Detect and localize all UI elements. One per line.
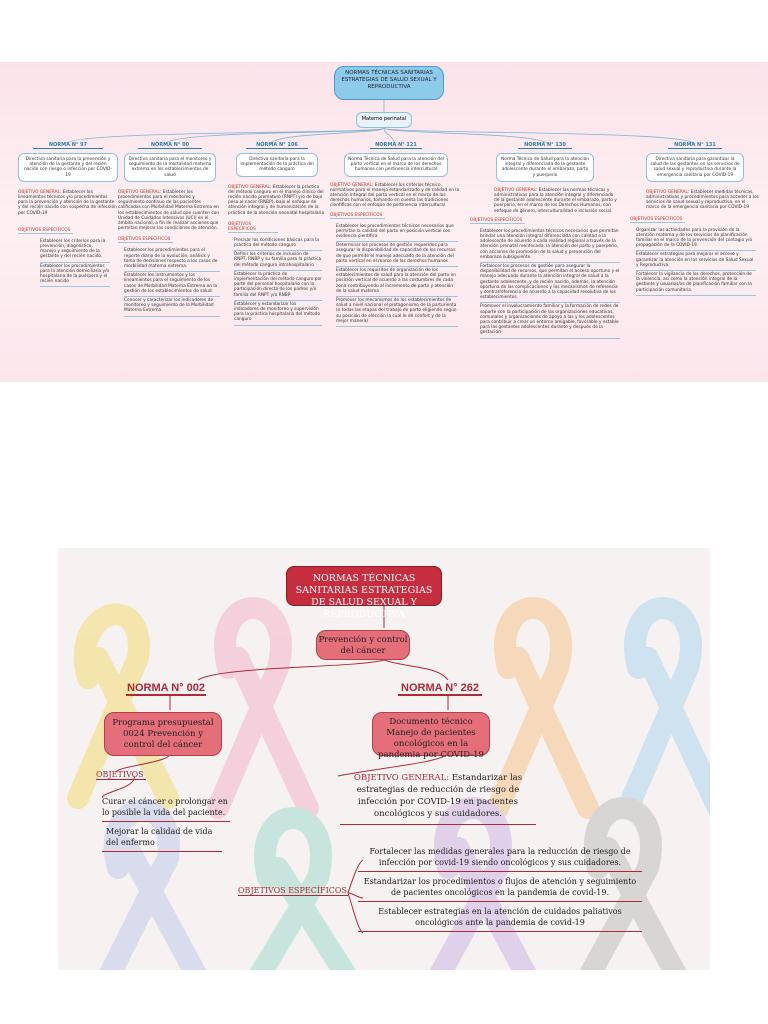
specific-objectives-list	[480, 228, 620, 339]
top-mind-map	[0, 62, 768, 382]
general-objective-label: OBJETIVO GENERAL:	[330, 182, 374, 188]
list-item: Establecer la práctica de implementación del método canguro por parte del personal hospitalario con la participación directa de los padres y/o familia del RNPT y/o RNBP	[234, 271, 322, 301]
specific-objectives-list	[124, 247, 220, 316]
general-objective-262	[340, 772, 536, 825]
norma-002-description: Programa presupuestal 0024 Prevención y control del cáncer	[112, 718, 214, 750]
top-title-node	[334, 66, 444, 100]
specific-objectives-label: OBJETIVOS ESPECÍFICOS	[18, 228, 73, 234]
general-objective	[118, 190, 222, 232]
specific-objectives-label: OBJETIVOS ESPECÍFICOS	[118, 237, 173, 243]
norma-description-box: Directiva sanitaria para el monitoreo y seguimiento de la mortalidad materna extrema en los establecimientos de salud	[124, 153, 216, 182]
list-item: Promover los mecanismos de los establecimientos de salud a nivel nacional el protagonismo de la parturienta (o todas las etapas del trabajo de parto eligiendo según su posición de elección la cual le dé confort y de la mejor manera)	[336, 297, 458, 327]
column-norma-00	[118, 142, 222, 317]
general-objective-text: Establecer medidas técnicas, administrativas y procedimientos para acceder a los servicios de salud sexual y reproductiva, en el marco de la emergencia sanitaria por COVID-19	[646, 189, 759, 211]
specific-objectives-label-262: OBJETIVOS ESPECÍFICOS	[238, 886, 347, 895]
column-norma-106	[228, 142, 326, 326]
bottom-title-node	[286, 566, 442, 620]
norma-description-box: Directiva sanitaria para la prevención y atención de la gestante y del recién nacido con riesgo o infección por COVID-19	[18, 153, 118, 182]
column-norma-130	[470, 142, 620, 339]
norma-262-box	[372, 712, 490, 760]
list-item: Determinar los procesos de gestión requeridos para asegurar la disponibilidad de capacidad de los recursos de que permite el manejo adecuado de la atención del parto vertical en el marco de los derechos humanos	[336, 242, 458, 267]
norma-description-box: Directiva sanitaria para garantizar la salud de las gestantes en los servicios de salud sexual y reproductiva durante la emergencia sanitaria por COVID-19	[646, 153, 744, 182]
list-item: Establecer estrategias para mejorar el acceso y garantizar la atención en los servicios de Salud Sexual y Reproductiva.	[636, 251, 756, 271]
general-objective-label: OBJETIVO GENERAL:	[228, 184, 272, 190]
list-item: Conocer y caracterizar los indicadores de monitoreo y seguimiento de la Morbilidad Materna Extrema.	[124, 297, 220, 317]
specific-objectives-label: OBJETIVOS ESPECÍFICOS	[330, 213, 385, 219]
norma-description-box: Norma Técnica de Salud para la atención integral y diferenciada de la gestante adolescente durante el embarazo, parto y puerperio	[496, 153, 594, 182]
norma-002-box	[104, 712, 222, 756]
top-root-text: Materno perinatal	[361, 116, 407, 122]
objetivos-list	[102, 796, 230, 852]
specific-objectives-list	[234, 237, 322, 326]
general-objective-text: Establecer la práctica del método canguro en el manejo clínico del recién nacido prematuro (RNPT) y/o de bajo peso al nacer (RNBP), bajo el enfoque de atención integral y de humanización de la práctica de la atención neonatal hospitalaria	[228, 184, 325, 216]
norma-label: NORMA N° 97	[33, 142, 103, 149]
norma-262-label: NORMA N° 262	[398, 682, 482, 696]
list-item: Fortalecer las medidas generales para la reducción de riesgo de infección por covid-19 siendo oncológicos y sus cuidadores.	[358, 846, 642, 872]
list-item: Establecer los requisitos de organización de los establecimientos de salud para la atención del parto en posición vertical de acuerdo a las costumbres de cada zona contribuyendo al incremento de parto y atención de la salud materna	[336, 267, 458, 297]
column-norma-97	[18, 142, 118, 287]
list-item: Establecer los instrumentos y los lineamientos para el seguimiento de los casos de Morbilidad Materna Extrema en la gestión de los establecimientos de salud.	[124, 272, 220, 297]
list-item: Establecer los procedimientos técnicos necesarios que permitan la calidad del parto en posición vertical con evidencia científica	[336, 223, 458, 243]
general-objective	[646, 190, 760, 211]
list-item: Precisar las condiciones básicas para la práctica del método canguro	[234, 237, 322, 251]
general-objective-label: OBJETIVO GENERAL:	[646, 189, 690, 195]
column-norma-131	[630, 142, 760, 296]
norma-label: NORMA N° 106	[246, 142, 308, 149]
list-item: Fortalecer la vigilancia de los derechos, protección de la violencia, así como la atención integral de la gestante y usuarios/as de planificación familiar con la participación comunitaria.	[636, 271, 756, 296]
list-item: Promover el involucramiento familiar y la formación de redes de soporte con la participación de las organizaciones educativas, comunales y organizaciones de apoyo a las y los adolescentes para contribuir a crear un entorno amigable, favorable y estable para las gestantes adolescentes durante y después de la gestación	[480, 303, 620, 338]
norma-description-box: Norma Técnica de Salud para la atención del parto vertical en el marco de los derechos humanos con pertinencia intercultural	[344, 153, 448, 177]
general-objective-label: OBJETIVO GENERAL:	[353, 773, 450, 783]
general-objective-text: Estandarizar las estrategias de reducción de riesgo de infección por COVID-19 en pacientes oncológicos y sus cuidadores.	[356, 773, 523, 819]
general-objective-text: Establecer los criterios técnico normativos para el manejo estandarizado y de calidad en la atención integral del parto vertical en el marco de los derechos humanos, tomando en cuenta las tradiciones científicas con el enfoque de pertinencia intercultural	[330, 182, 460, 209]
list-item: Definir los criterios de inclusión de RNPT, RNBP y su familia para la práctica del método canguro intrahospitalario	[234, 251, 322, 271]
general-objective-label: OBJETIVO GENERAL:	[494, 187, 538, 193]
list-item: Establecer y estandarizar los indicadores de monitoreo y supervisión para la práctica hospitalaria del método canguro	[234, 301, 322, 326]
column-norma-121	[330, 142, 462, 327]
norma-label: NORMA N° 00	[138, 142, 202, 149]
specific-objectives-list	[336, 223, 458, 327]
general-objective-label: OBJETIVO GENERAL:	[118, 189, 162, 195]
list-item: Establecer los procedimientos para la atención domiciliaria y/o hospitalaria de la puérpera y el recién nacido	[40, 263, 110, 288]
list-item: Establecer los criterios para la prevención, diagnóstico, manejo y seguimiento de la gestante y del recién nacido.	[40, 238, 110, 263]
list-item: Establecer los procedimientos para el reporte diario de la evolución, análisis y toma de decisiones respecto a los casos de morbilidad materna extrema.	[124, 247, 220, 272]
bottom-root-node	[316, 630, 410, 660]
general-objective-text: Establecer las normas técnicas y administrativas para la atención integral y diferenciada de la gestante adolescente durante el embarazo, parto y puerperio, en el marco de los Derechos Humanos, con enfoque de género, interculturalidad e inclusión social.	[494, 187, 617, 214]
specific-objectives-262-list	[358, 846, 642, 932]
norma-label: NORMA N° 130	[518, 142, 572, 149]
norma-002-label: NORMA N° 002	[127, 682, 205, 694]
norma-description-box: Directiva sanitaria para la implementación de la práctica del método canguro	[236, 153, 318, 177]
norma-label: NORMA N° 131	[668, 142, 722, 149]
norma-label: NORMA N° 121	[370, 142, 422, 149]
general-objective-text: Establecer los procedimientos para el monitoreo y seguimiento continuo de las pacientes calificadas con Morbilidad Materna Extrema en los establecimientos de salud que cuenten con Unidad de Cuidados Intensivos (UCI) en el ámbito nacional, a fin de realizar acciones que permitan mejorar las condiciones de atención.	[118, 189, 220, 232]
bottom-title-text: NORMAS TÉCNICAS SANITARIAS ESTRATEGIAS DE SALUD SEXUAL Y REPRODUCTIVA	[295, 573, 433, 620]
specific-objectives-label: OBJETIVOS ESPECÍFICOS	[470, 218, 525, 224]
top-title-text: NORMAS TÉCNICAS SANITARIAS ESTRATEGIAS DE SALUD SEXUAL Y REPRODUCTIVA	[341, 70, 437, 90]
specific-objectives-label: OBJETIVOS ESPECÍFICOS	[228, 222, 278, 233]
general-objective-label: OBJETIVO GENERAL:	[18, 189, 62, 195]
list-item: Fortalecer los procesos de gestión para asegurar la disponibilidad de recursos, que permitan el acceso oportuno y el manejo adecuado durante la atención integral de salud a la gestante adolescente, y de recién nacido, además, la atención oportuna de las complicaciones y los mecanismos de referencia y contrarreferencia de acuerdo a la capacidad resolutiva de los establecimientos.	[480, 263, 620, 303]
list-item: Curar el cáncer o prolongar en lo posible la vida del paciente.	[102, 796, 230, 822]
general-objective	[494, 188, 620, 214]
objetivos-label: OBJETIVOS	[96, 770, 146, 780]
specific-objectives-list	[40, 238, 110, 288]
specific-objectives-label: OBJETIVOS ESPECÍFICOS	[630, 217, 685, 223]
list-item: Estandarizar los procedimientos o flujos de atención y seguimiento de pacientes oncológicos en la pandemia de covid-19.	[358, 872, 642, 902]
top-root-node	[356, 112, 412, 128]
general-objective	[18, 190, 118, 216]
bottom-root-text: Prevención y control del cáncer	[318, 635, 408, 656]
list-item: Establecer estrategias en la atención de cuidados paliativos oncológicos ante la pandemia de covid-19	[358, 902, 642, 932]
specific-objectives-list	[636, 227, 756, 296]
norma-262-description: Documento técnico Manejo de pacientes oncológicos en la pandemia por COVID-19	[378, 717, 484, 760]
general-objective	[330, 183, 462, 209]
list-item: Mejorar la calidad de vida del enfermo	[102, 822, 222, 852]
general-objective	[228, 185, 326, 216]
bottom-mind-map	[58, 548, 710, 970]
list-item: Establecer los procedimientos técnicos necesarios que permitan brindar una atención integral diferenciada con calidad a la adolescente de acuerdo a cada realidad regional a través de la atención prenatal reenfocada, la atención del parto y puerperio, con acciones de promoción de la salud y prevención del embarazo subsiguiente.	[480, 228, 620, 263]
list-item: Organizar las actividades para la provisión de la atención materna y de los servicios de planificación familiar en el marco de la prevención del contagio y/o propagación de la COVID-19.	[636, 227, 756, 252]
general-objective-text: Establecer los lineamientos técnicos y/o procedimientos para la prevención y atención de la gestante y del recién nacido con sospecha de infección por COVID-19	[18, 189, 117, 216]
